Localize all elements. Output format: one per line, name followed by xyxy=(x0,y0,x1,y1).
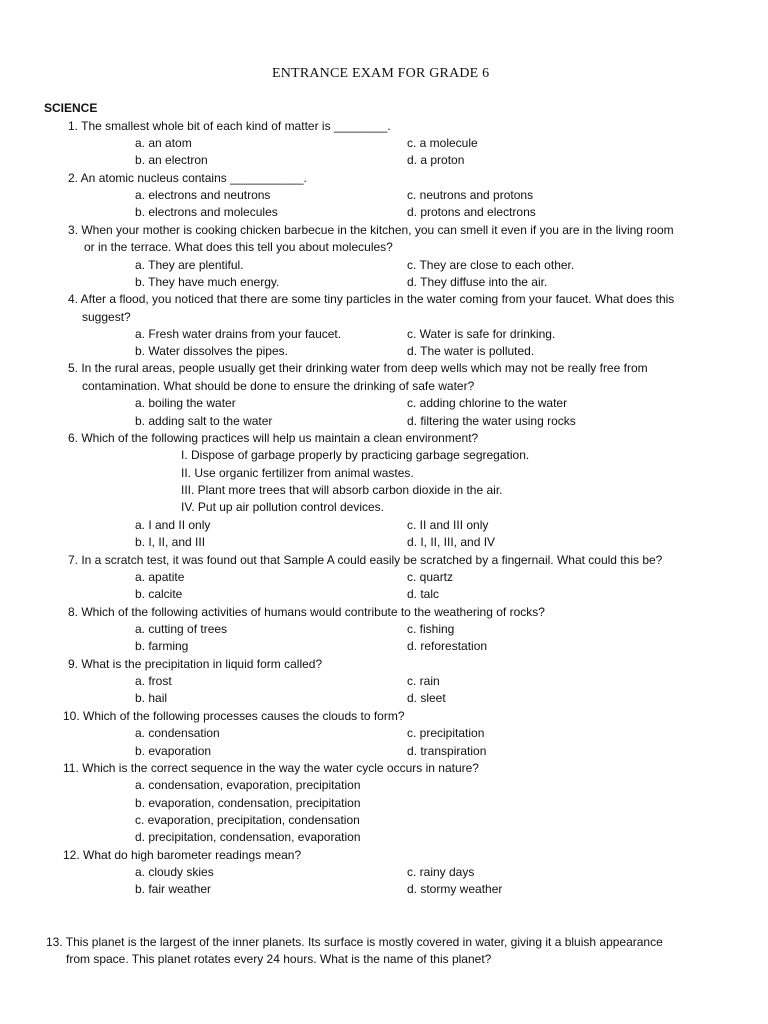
question-3-line-2: or in the terrace. What does this tell you about molecules? xyxy=(84,240,393,254)
option-6b: b. I, II, and III xyxy=(135,535,206,549)
option-7a: a. apatite xyxy=(135,570,185,584)
option-5d: d. filtering the water using rocks xyxy=(407,414,576,428)
question-2: 2. An atomic nucleus contains ___________. xyxy=(68,171,307,185)
option-5a: a. boiling the water xyxy=(135,396,236,410)
option-6d: d. I, II, III, and IV xyxy=(407,535,496,549)
statement-6-ii: II. Use organic fertilizer from animal wastes. xyxy=(181,466,414,480)
option-3c: c. They are close to each other. xyxy=(407,258,575,272)
option-4c: c. Water is safe for drinking. xyxy=(407,327,556,341)
option-2b: b. electrons and molecules xyxy=(135,205,278,219)
option-12b: b. fair weather xyxy=(135,882,212,896)
question-12: 12. What do high barometer readings mean? xyxy=(63,848,302,862)
page-title: ENTRANCE EXAM FOR GRADE 6 xyxy=(272,66,490,81)
option-2a: a. electrons and neutrons xyxy=(135,188,271,202)
question-5-line-2: contamination. What should be done to ensure the drinking of safe water? xyxy=(82,379,475,393)
section-heading: SCIENCE xyxy=(44,101,98,115)
option-12a: a. cloudy skies xyxy=(135,865,214,879)
option-6a: a. I and II only xyxy=(135,518,211,532)
question-1: 1. The smallest whole bit of each kind of matter is ________. xyxy=(68,119,391,133)
option-12c: c. rainy days xyxy=(407,865,475,879)
option-5c: c. adding chlorine to the water xyxy=(407,396,568,410)
option-9c: c. rain xyxy=(407,674,440,688)
option-4b: b. Water dissolves the pipes. xyxy=(135,344,288,358)
option-11c: c. evaporation, precipitation, condensation xyxy=(135,813,360,827)
option-10c: c. precipitation xyxy=(407,726,485,740)
option-4d: d. The water is polluted. xyxy=(407,344,535,358)
option-8a: a. cutting of trees xyxy=(135,622,228,636)
option-8b: b. farming xyxy=(135,639,189,653)
statement-6-i: I. Dispose of garbage properly by practicing garbage segregation. xyxy=(181,448,530,462)
option-2d: d. protons and electrons xyxy=(407,205,536,219)
statement-6-iii: III. Plant more trees that will absorb carbon dioxide in the air. xyxy=(181,483,503,497)
option-3d: d. They diffuse into the air. xyxy=(407,275,548,289)
question-7: 7. In a scratch test, it was found out that Sample A could easily be scratched by a fingernail. What could this be? xyxy=(68,553,663,567)
question-6: 6. Which of the following practices will help us maintain a clean environment? xyxy=(68,431,479,445)
option-9d: d. sleet xyxy=(407,691,446,705)
question-13-line-2: from space. This planet rotates every 24 hours. What is the name of this planet? xyxy=(66,952,492,966)
option-3b: b. They have much energy. xyxy=(135,275,280,289)
option-1b: b. an electron xyxy=(135,153,208,167)
option-1a: a. an atom xyxy=(135,136,192,150)
question-11: 11. Which is the correct sequence in the way the water cycle occurs in nature? xyxy=(63,761,479,775)
statement-6-iv: IV. Put up air pollution control devices. xyxy=(181,500,385,514)
option-9a: a. frost xyxy=(135,674,172,688)
option-7c: c. quartz xyxy=(407,570,454,584)
option-10a: a. condensation xyxy=(135,726,220,740)
option-11d: d. precipitation, condensation, evaporation xyxy=(135,830,361,844)
option-3a: a. They are plentiful. xyxy=(135,258,244,272)
option-11a: a. condensation, evaporation, precipitation xyxy=(135,778,361,792)
option-12d: d. stormy weather xyxy=(407,882,503,896)
question-9: 9. What is the precipitation in liquid form called? xyxy=(68,657,323,671)
question-4-line-1: 4. After a flood, you noticed that there are some tiny particles in the water coming from your faucet. What does this xyxy=(68,292,675,306)
question-3-line-1: 3. When your mother is cooking chicken barbecue in the kitchen, you can smell it even if you are in the living room xyxy=(68,223,674,237)
option-11b: b. evaporation, condensation, precipitation xyxy=(135,796,361,810)
option-8d: d. reforestation xyxy=(407,639,488,653)
option-8c: c. fishing xyxy=(407,622,455,636)
question-13-line-1: 13. This planet is the largest of the inner planets. Its surface is mostly covered in water, giving it a bluish appearance xyxy=(46,935,663,949)
option-2c: c. neutrons and protons xyxy=(407,188,534,202)
question-4-line-2: suggest? xyxy=(82,310,131,324)
option-1c: c. a molecule xyxy=(407,136,478,150)
question-8: 8. Which of the following activities of humans would contribute to the weathering of rocks? xyxy=(68,605,545,619)
option-5b: b. adding salt to the water xyxy=(135,414,273,428)
option-10b: b. evaporation xyxy=(135,744,212,758)
option-9b: b. hail xyxy=(135,691,168,705)
question-5-line-1: 5. In the rural areas, people usually get their drinking water from deep wells which may not be really free from xyxy=(68,361,648,375)
option-7b: b. calcite xyxy=(135,587,183,601)
option-7d: d. talc xyxy=(407,587,440,601)
option-4a: a. Fresh water drains from your faucet. xyxy=(135,327,342,341)
option-1d: d. a proton xyxy=(407,153,465,167)
question-10: 10. Which of the following processes causes the clouds to form? xyxy=(63,709,405,723)
option-10d: d. transpiration xyxy=(407,744,487,758)
option-6c: c. II and III only xyxy=(407,518,489,532)
